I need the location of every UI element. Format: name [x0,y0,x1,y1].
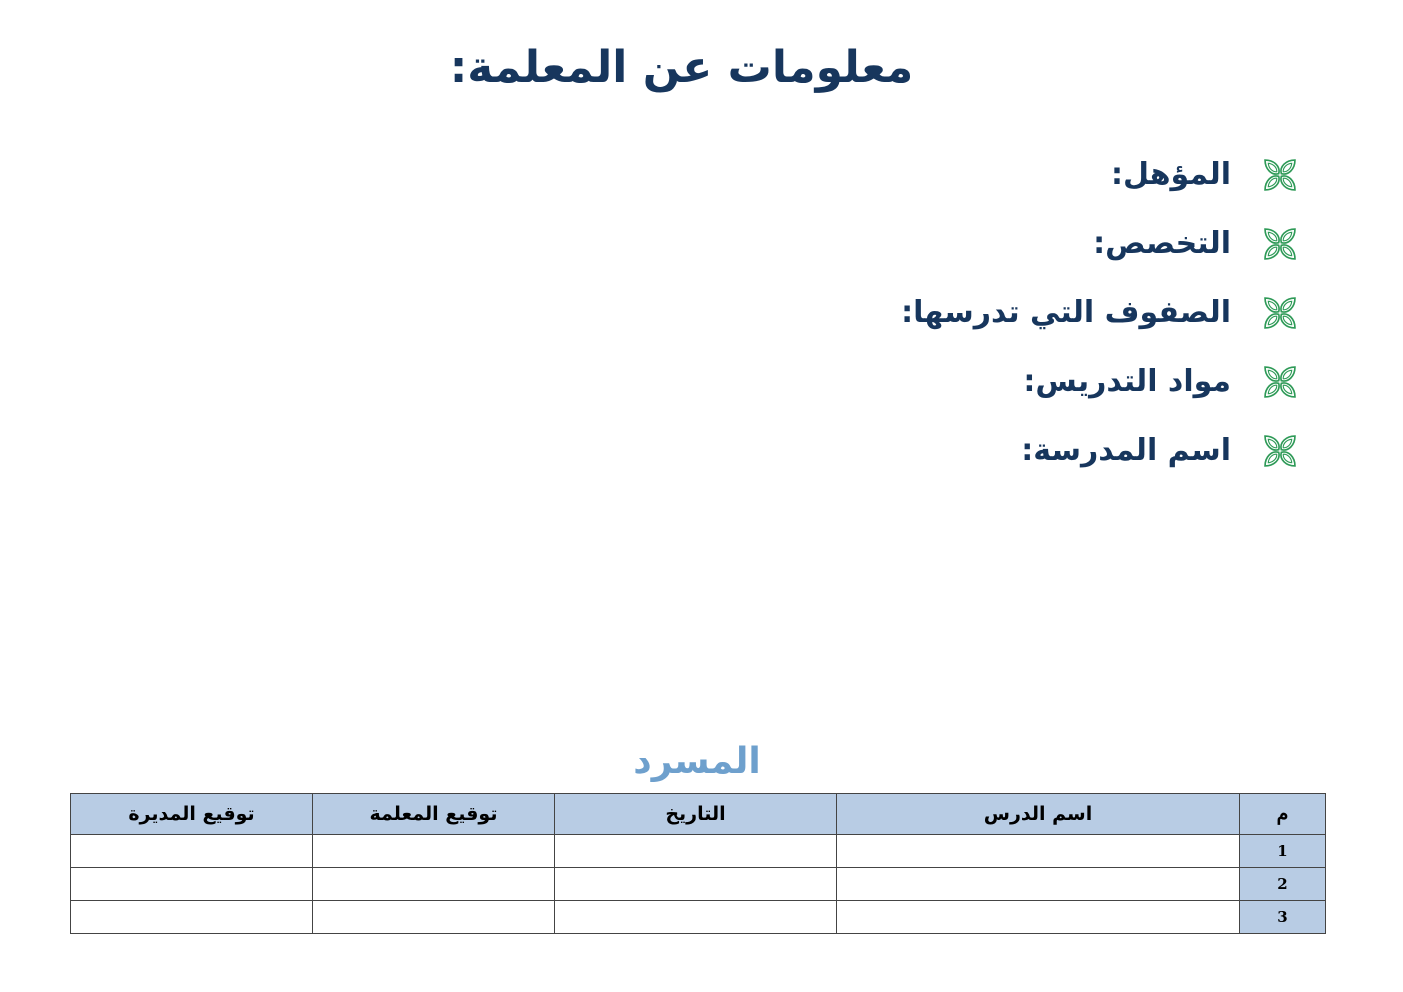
column-header-principal-signature: توقيع المديرة [71,794,313,835]
table-row [71,868,1326,901]
info-item-subjects [901,347,1305,416]
lesson-schedule-table [70,793,1326,934]
four-petal-flower-icon-graphic [1257,152,1303,198]
four-petal-flower-icon-graphic [1257,290,1303,336]
column-header-date: التاريخ [555,794,837,835]
four-petal-flower-icon-graphic [1257,221,1303,267]
principal-signature-cell[interactable] [71,835,313,868]
four-petal-flower-icon-graphic [1257,359,1303,405]
date-cell[interactable] [555,835,837,868]
lesson-cell[interactable] [837,901,1240,934]
four-petal-flower-icon [1255,219,1305,269]
schedule-title: المسرد [633,741,761,782]
column-header-lesson: اسم الدرس [837,794,1240,835]
column-header-teacher-signature: توقيع المعلمة [313,794,555,835]
info-item-school-name [901,416,1305,485]
lesson-cell[interactable] [837,868,1240,901]
info-label: التخصص: [1093,226,1231,261]
teacher-signature-cell[interactable] [313,901,555,934]
four-petal-flower-icon [1255,426,1305,476]
table-row [71,835,1326,868]
info-label: مواد التدريس: [1023,364,1231,399]
column-header-number: م [1240,794,1326,835]
table-row [71,901,1326,934]
principal-signature-cell[interactable] [71,868,313,901]
info-label: اسم المدرسة: [1021,433,1231,468]
page-title: معلومات عن المعلمة: [449,42,914,93]
info-label: الصفوف التي تدرسها: [901,295,1231,330]
row-number: 3 [1240,901,1326,934]
four-petal-flower-icon [1255,150,1305,200]
four-petal-flower-icon-graphic [1257,428,1303,474]
lesson-cell[interactable] [837,835,1240,868]
principal-signature-cell[interactable] [71,901,313,934]
info-label: المؤهل: [1110,157,1231,192]
date-cell[interactable] [555,868,837,901]
table-header-row [71,794,1326,835]
info-item-specialization [901,209,1305,278]
teacher-signature-cell[interactable] [313,835,555,868]
four-petal-flower-icon [1255,357,1305,407]
info-item-grades [901,278,1305,347]
row-number: 1 [1240,835,1326,868]
info-item-qualification [901,140,1305,209]
teacher-info-list [901,140,1305,485]
teacher-signature-cell[interactable] [313,868,555,901]
row-number: 2 [1240,868,1326,901]
four-petal-flower-icon [1255,288,1305,338]
date-cell[interactable] [555,901,837,934]
